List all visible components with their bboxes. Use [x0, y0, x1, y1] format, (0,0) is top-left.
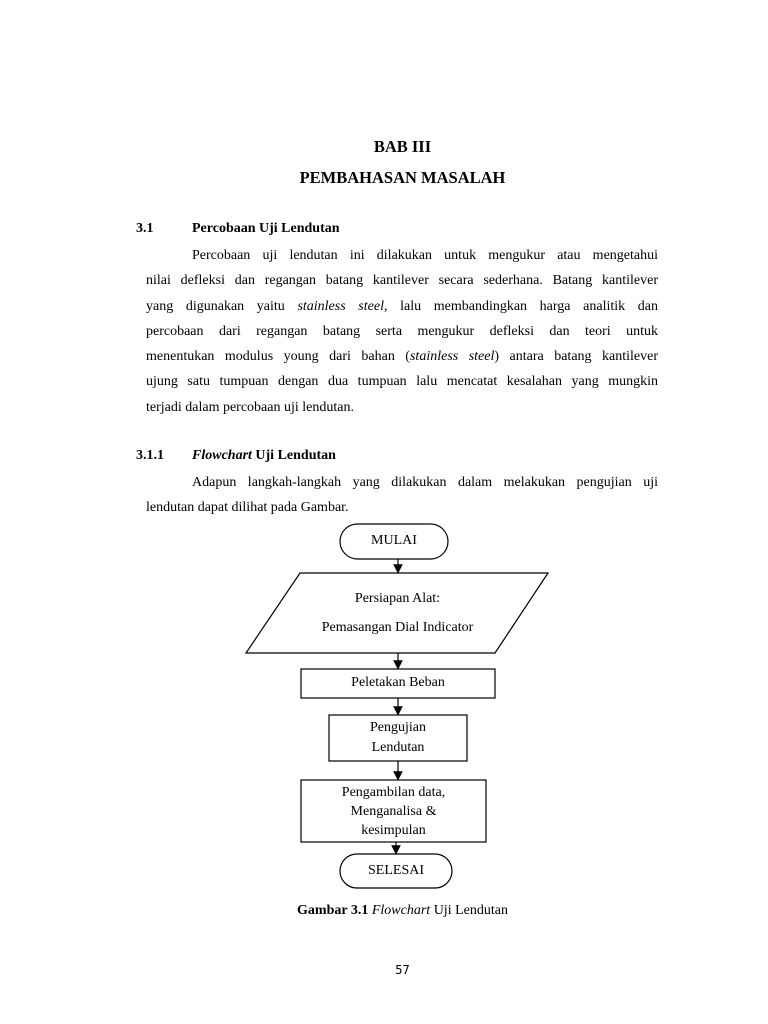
flowchart-step3-line3: kesimpulan	[361, 823, 426, 838]
paragraph-line: Adapun langkah-langkah yang dilakukan dalam melakukan pengujian uji	[192, 475, 658, 490]
flowchart-step3-line1: Pengambilan data,	[341, 785, 446, 800]
figure-caption	[0, 903, 768, 919]
paragraph-line: lendutan dapat dilihat pada Gambar.	[146, 500, 349, 516]
caption-italic: Flowchart	[371, 903, 431, 918]
chapter-label: BAB III	[373, 137, 432, 156]
section-number: 3.1	[136, 221, 154, 236]
page-number: 57	[395, 963, 410, 977]
paragraph-line: menentukan modulus young dari bahan (stainless steel) antara batang kantilever	[146, 349, 658, 365]
caption-rest: Uji Lendutan	[430, 903, 508, 918]
flowchart-step3-line2: Menganalisa &	[350, 804, 437, 819]
flowchart-io-line2: Pemasangan Dial Indicator	[321, 620, 474, 635]
paragraph-line: terjadi dalam percobaan uji lendutan.	[146, 399, 354, 415]
subsection-number: 3.1.1	[136, 448, 164, 463]
paragraph-line: nilai defleksi dan regangan batang kantilever secara sederhana. Batang kantilever	[146, 273, 658, 289]
flowchart-step2-line1: Pengujian	[370, 720, 426, 735]
flowchart-end-label: SELESAI	[368, 863, 424, 878]
paragraph-line: Percobaan uji lendutan ini dilakukan untuk mengukur atau mengetahui	[192, 248, 658, 263]
flowchart-step1-label: Peletakan Beban	[351, 675, 445, 690]
flowchart-io-parallelogram	[246, 573, 548, 653]
flowchart-start-label: MULAI	[371, 533, 417, 548]
paragraph-line: percobaan dari regangan batang serta mengukur defleksi dan teori untuk	[146, 323, 658, 339]
flowchart-step2-line2: Lendutan	[371, 740, 425, 755]
paragraph-line: yang digunakan yaitu stainless steel, lalu membandingkan harga analitik dan	[146, 298, 658, 314]
flowchart-io-line1: Persiapan Alat:	[354, 591, 441, 606]
paragraph-line: ujung satu tumpuan dengan dua tumpuan lalu mencatat kesalahan yang mungkin	[146, 374, 658, 390]
subsection-title-italic: Flowchart	[192, 448, 252, 463]
caption-label: Gambar 3.1	[297, 903, 369, 918]
subsection-title-rest: Uji Lendutan	[251, 448, 336, 463]
section-title: Percobaan Uji Lendutan	[192, 221, 340, 236]
chapter-title: PEMBAHASAN MASALAH	[299, 168, 506, 187]
